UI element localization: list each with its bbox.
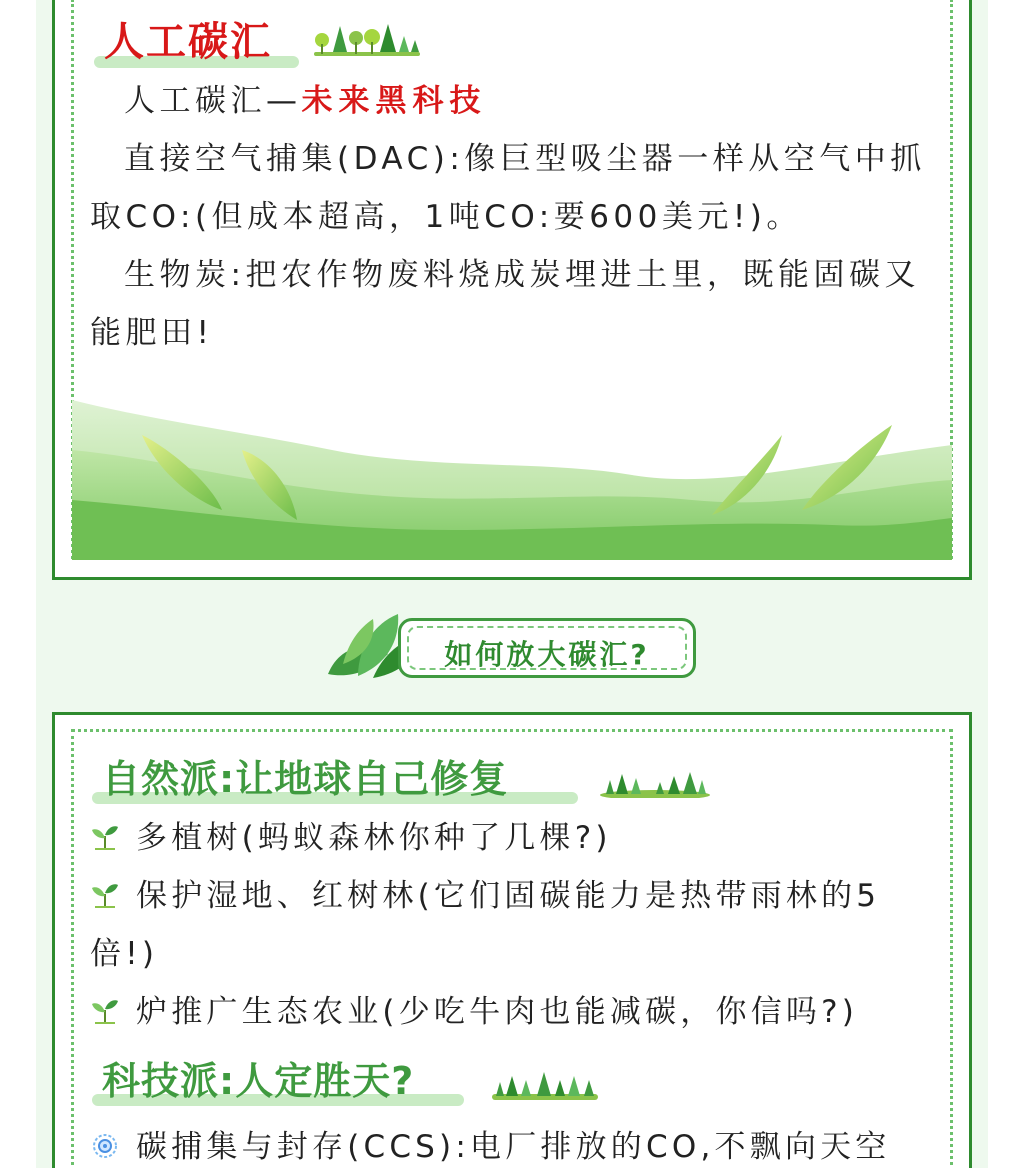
snowflake-bullet-icon <box>90 1131 120 1161</box>
list-item-nature: 炉推广生态农业(少吃牛肉也能减碳，你信吗?) <box>90 983 940 1041</box>
list-item-tech: 碳捕集与封存(CCS):电厂排放的CO,不飘向天空 <box>90 1118 940 1168</box>
list-item-nature: 多植树(蚂蚁森林你种了几棵?) <box>90 809 940 867</box>
section-heading-nature: 自然派:让地球自己修复 <box>102 760 508 798</box>
tree-row-icon <box>492 1070 598 1100</box>
banner-title: 如何放大碳汇? <box>444 638 650 671</box>
tree-row-icon <box>314 22 420 60</box>
section-heading-artificial-sink: 人工碳汇 <box>104 22 272 62</box>
leaf-bullet-icon <box>90 880 120 910</box>
leaf-bullet-icon <box>90 996 120 1026</box>
paragraph-dac: 直接空气捕集(DAC):像巨型吸尘器一样从空气中抓取CO:(但成本超高，1吨CO:要600美元!)。 <box>90 141 926 235</box>
section-heading-tech: 科技派:人定胜天? <box>102 1062 414 1100</box>
tree-row-icon <box>600 768 710 798</box>
paragraph-biochar: 生物炭:把农作物废料烧成炭埋进土里，既能固碳又能肥田! <box>90 257 920 351</box>
intro-accent: 未来黑科技 <box>301 83 487 119</box>
intro-prefix: 人工碳汇— <box>124 83 302 119</box>
paragraph-intro <box>90 72 940 130</box>
banner-pill <box>398 618 696 678</box>
list-item-nature: 保护湿地、红树林(它们固碳能力是热带雨林的5倍!) <box>90 878 881 972</box>
leaf-bullet-icon <box>90 822 120 852</box>
how-to-amplify-banner <box>318 604 710 690</box>
grass-landscape <box>72 390 952 560</box>
